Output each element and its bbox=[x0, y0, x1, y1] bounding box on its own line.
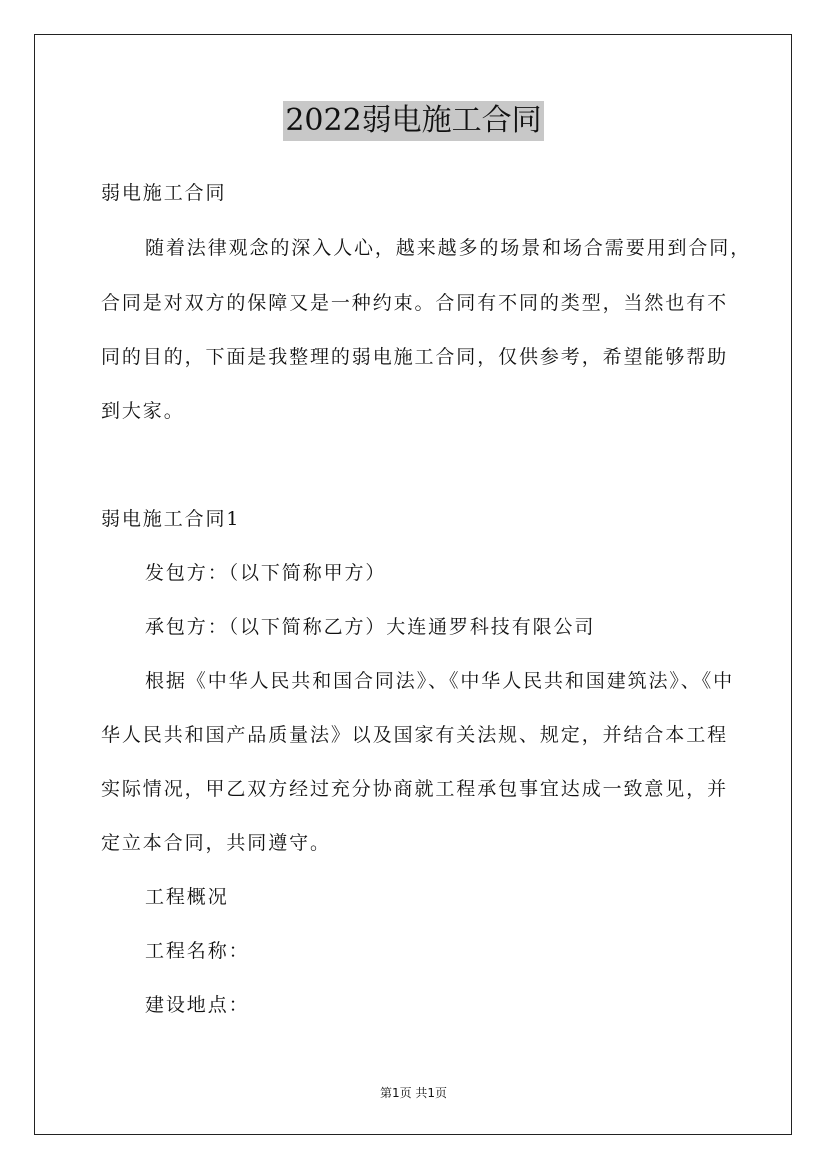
basis-line-1: 根据《中华人民共和国合同法》、《中华人民共和国建筑法》、《中 bbox=[145, 670, 735, 692]
basis-line-2: 华人民共和国产品质量法》以及国家有关法规、规定，并结合本工程 bbox=[101, 724, 729, 746]
document-heading: 弱电施工合同 bbox=[101, 182, 227, 204]
title-container bbox=[0, 101, 827, 141]
project-name-line: 工程名称： bbox=[145, 940, 250, 962]
party-b-line: 承包方：（以下简称乙方）大连通罗科技有限公司 bbox=[145, 616, 596, 638]
basis-line-4: 定立本合同，共同遵守。 bbox=[101, 832, 331, 854]
overview-heading: 工程概况 bbox=[145, 886, 229, 908]
intro-line-1: 随着法律观念的深入人心，越来越多的场景和场合需要用到合同， bbox=[145, 237, 752, 259]
location-line: 建设地点： bbox=[145, 994, 250, 1016]
intro-line-3: 同的目的，下面是我整理的弱电施工合同，仅供参考，希望能够帮助 bbox=[101, 346, 729, 368]
intro-line-2: 合同是对双方的保障又是一种约束。合同有不同的类型，当然也有不 bbox=[101, 292, 729, 314]
document-title: 2022弱电施工合同 bbox=[283, 101, 543, 141]
section-heading: 弱电施工合同1 bbox=[101, 508, 241, 530]
basis-line-3: 实际情况，甲乙双方经过充分协商就工程承包事宜达成一致意见，并 bbox=[101, 778, 729, 800]
party-a-line: 发包方：（以下简称甲方） bbox=[145, 562, 387, 584]
intro-line-4: 到大家。 bbox=[101, 400, 185, 422]
page-number-footer: 第1页 共1页 bbox=[379, 1086, 448, 1100]
